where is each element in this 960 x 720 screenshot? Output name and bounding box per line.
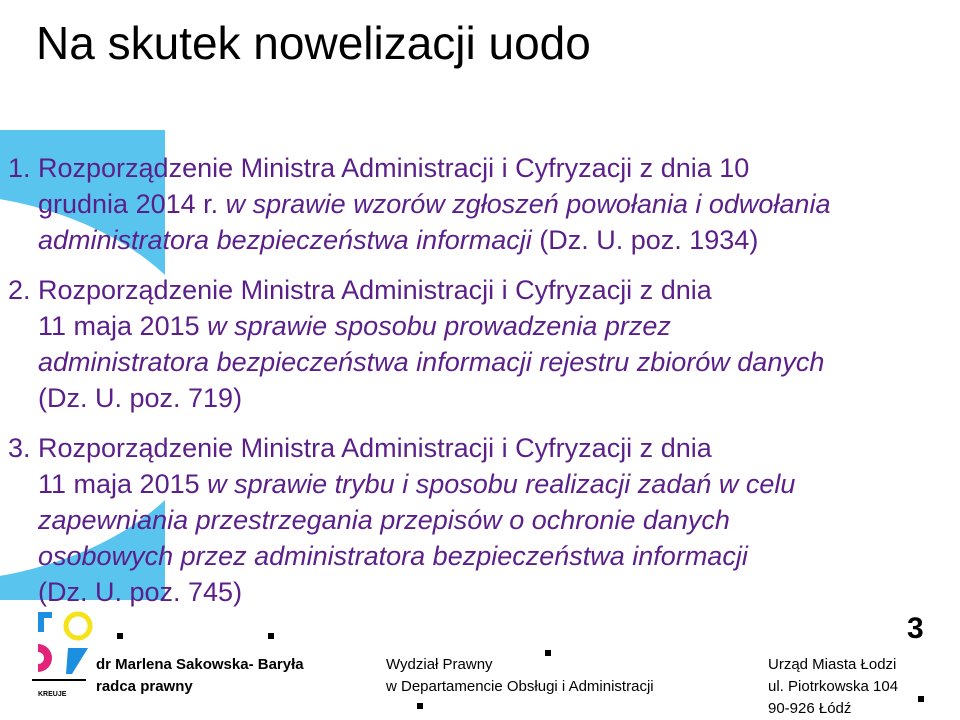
logo-label: KREUJE	[38, 691, 67, 698]
item-text	[38, 430, 958, 610]
text-segment: (Dz. U. poz. 1934)	[539, 225, 759, 255]
item-line	[38, 186, 958, 222]
page-number: 3	[907, 612, 924, 645]
item-line	[38, 272, 958, 308]
text-segment: w sprawie trybu i sposobu realizacji zadań w celu	[207, 469, 796, 499]
item-line	[38, 380, 958, 416]
text-segment: Rozporządzenie Ministra Administracji i Cyfryzacji z dnia 10	[38, 153, 750, 183]
kreuje-logo-icon	[28, 604, 100, 716]
text-segment: osobowych przez administratora bezpieczeństwa informacji	[38, 541, 748, 571]
text-segment: (Dz. U. poz. 719)	[38, 383, 243, 413]
text-segment: 11 maja 2015	[38, 311, 208, 341]
text-segment: Rozporządzenie Ministra Administracji i Cyfryzacji z dnia	[38, 275, 712, 305]
item-line	[38, 430, 958, 466]
author-role: radca prawny	[96, 678, 193, 695]
decor-dot	[918, 696, 924, 702]
text-segment: administratora bezpieczeństwa informacji rejestru zbiorów danych	[38, 347, 825, 377]
text-segment: administratora bezpieczeństwa informacji	[38, 225, 540, 255]
item-line	[38, 538, 958, 574]
item-line	[38, 574, 958, 610]
item-number: 3.	[8, 433, 31, 463]
item-line	[38, 344, 958, 380]
slide-title: Na skutek nowelizacji uodo	[36, 17, 591, 69]
office-street: ul. Piotrkowska 104	[768, 678, 899, 695]
decor-dot	[117, 633, 123, 639]
text-segment: (Dz. U. poz. 745)	[38, 577, 243, 607]
item-line	[38, 502, 958, 538]
text-segment: w sprawie wzorów zgłoszeń powołania i odwołania	[225, 189, 831, 219]
item-text	[38, 272, 958, 416]
decor-dot	[545, 650, 551, 656]
department-sub: w Departamencie Obsługi i Administracji	[386, 678, 654, 695]
footer-author	[96, 654, 304, 698]
text-segment: zapewniania przestrzegania przepisów o ochronie danych	[38, 505, 730, 535]
text-segment: w sprawie sposobu prowadzenia przez	[207, 311, 671, 341]
decor-dot	[417, 703, 423, 709]
text-segment: grudnia 2014 r.	[38, 189, 226, 219]
author-name: dr Marlena Sakowska- Baryła	[96, 656, 304, 673]
item-line	[38, 466, 958, 502]
item-number: 2.	[8, 275, 31, 305]
office-city: 90-926 Łódź	[768, 700, 852, 717]
footer-department	[386, 654, 654, 698]
item-line	[38, 150, 958, 186]
text-segment: 11 maja 2015	[38, 469, 208, 499]
item-line	[38, 308, 958, 344]
item-text	[38, 150, 958, 258]
decor-dot	[268, 633, 274, 639]
item-line	[38, 222, 958, 258]
department-name: Wydział Prawny	[386, 656, 493, 673]
text-segment: Rozporządzenie Ministra Administracji i Cyfryzacji z dnia	[38, 433, 712, 463]
office-name: Urząd Miasta Łodzi	[768, 656, 897, 673]
footer-office	[768, 654, 898, 720]
item-number: 1.	[8, 153, 31, 183]
